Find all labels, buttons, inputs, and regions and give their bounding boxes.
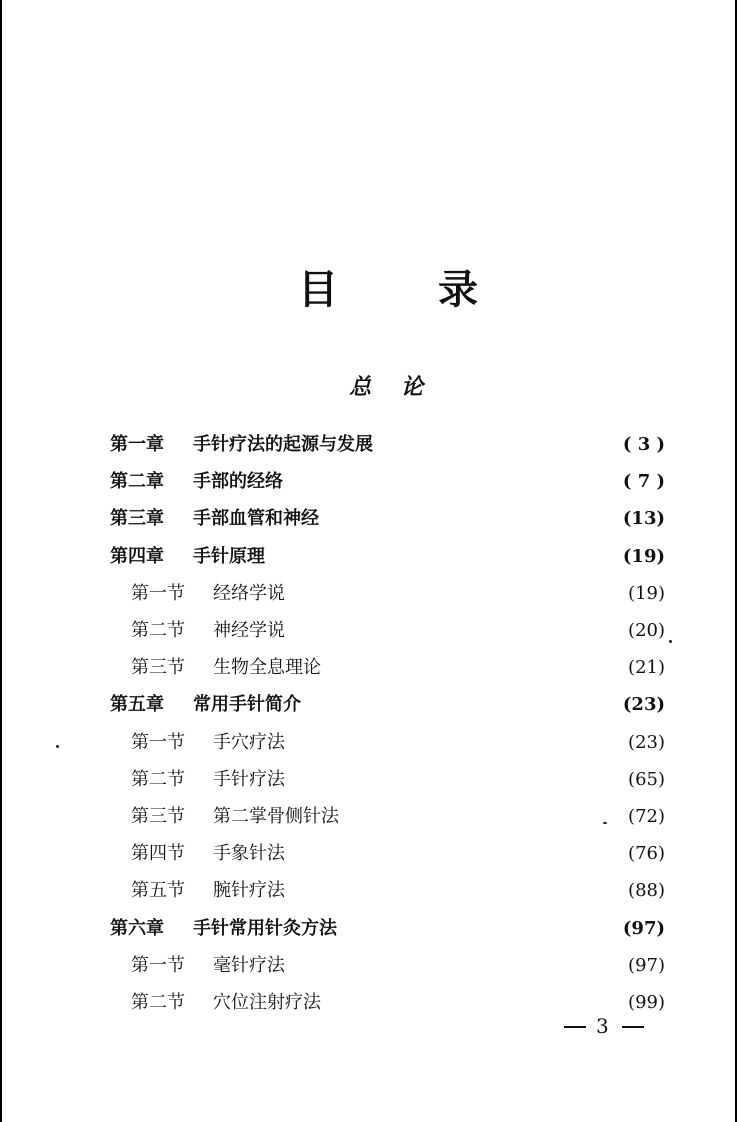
toc-entry-title: 手部血管和神经 [193, 508, 319, 530]
page-number-dash-left [564, 1026, 586, 1028]
page-title-char-1: 目 [298, 267, 338, 313]
toc-entry-page: (13) [622, 508, 665, 530]
toc-entry-title: 腕针疗法 [213, 880, 285, 902]
toc-entry-page: (72) [628, 806, 665, 827]
toc-entry-label: 第一节 [131, 954, 185, 976]
toc-section-row [0, 799, 737, 835]
toc-entry-page: (19) [628, 582, 665, 604]
section-heading [0, 370, 737, 410]
toc-entry-label: 第二节 [131, 620, 185, 641]
toc-entry-label: 第二章 [110, 471, 164, 493]
toc-entry-page: (23) [622, 694, 665, 716]
toc-entry-label: 第四章 [110, 545, 164, 567]
toc-entry-page: (19) [622, 545, 665, 567]
scan-speck [669, 640, 672, 643]
toc-entry-label: 第一章 [110, 434, 164, 455]
toc-entry-label: 第三章 [110, 508, 164, 530]
page-number-value: 3 [596, 1014, 609, 1038]
toc-entry-title: 手针疗法 [213, 768, 285, 790]
toc-entry-label: 第六章 [110, 917, 164, 939]
toc-chapter-row [0, 501, 737, 537]
toc-entry-label: 第一节 [131, 731, 185, 753]
toc-entry-title: 神经学说 [213, 620, 285, 641]
toc-chapter-row [0, 464, 737, 500]
toc-section-row [0, 576, 737, 612]
toc-section-row [0, 650, 737, 686]
toc-entry-page: (65) [628, 768, 665, 790]
toc-section-row [0, 836, 737, 872]
toc-entry-title: 手针原理 [193, 545, 265, 567]
toc-entry-page: (97) [628, 954, 665, 976]
toc-entry-page: (88) [628, 880, 665, 902]
toc-section-row [0, 873, 737, 909]
toc-entry-label: 第二节 [131, 768, 185, 790]
toc-section-row [0, 613, 737, 649]
toc-entry-title: 手针疗法的起源与发展 [193, 434, 373, 455]
toc-chapter-row [0, 539, 737, 575]
toc-entry-label: 第二节 [131, 992, 185, 1013]
page-title-char-2: 录 [438, 267, 478, 313]
toc-entry-page: (76) [628, 843, 665, 865]
section-heading-char-1: 总 [349, 374, 372, 400]
toc-entry-page: ( 7 ) [622, 471, 665, 493]
toc-entry-page: (23) [628, 731, 665, 753]
toc-entry-title: 手针常用针灸方法 [193, 917, 337, 939]
toc-entry-label: 第三节 [131, 806, 185, 827]
toc-entry-title: 经络学说 [213, 582, 285, 604]
toc-entry-title: 常用手针简介 [193, 694, 301, 716]
toc-chapter-row [0, 687, 737, 723]
toc-entry-label: 第五节 [131, 880, 185, 902]
toc-section-row [0, 762, 737, 798]
toc-chapter-row [0, 427, 737, 463]
toc-entry-label: 第五章 [110, 694, 164, 716]
scan-speck [56, 745, 59, 748]
toc-entry-label: 第一节 [131, 582, 185, 604]
toc-entry-title: 手象针法 [213, 843, 285, 865]
toc-entry-title: 手部的经络 [193, 471, 283, 493]
toc-entry-label: 第三节 [131, 657, 185, 679]
toc-entry-title: 穴位注射疗法 [213, 992, 321, 1013]
page-number [560, 1016, 650, 1046]
toc-section-row [0, 725, 737, 761]
toc-entry-title: 第二掌骨侧针法 [213, 806, 339, 827]
toc-entry-title: 毫针疗法 [213, 954, 285, 976]
section-heading-char-2: 论 [401, 374, 424, 400]
toc-entry-page: (97) [622, 917, 665, 939]
scan-speck [603, 822, 607, 824]
toc-entry-page: (99) [628, 992, 665, 1013]
toc-entry-page: ( 3 ) [622, 434, 665, 455]
page-number-dash-right [622, 1026, 644, 1028]
toc-entry-title: 生物全息理论 [213, 657, 321, 679]
page-title [0, 258, 737, 318]
toc-chapter-row [0, 911, 737, 947]
toc-entry-page: (21) [628, 657, 665, 679]
toc-entry-page: (20) [628, 620, 665, 641]
toc-section-row [0, 948, 737, 984]
toc-entry-label: 第四节 [131, 843, 185, 865]
toc-entry-title: 手穴疗法 [213, 731, 285, 753]
